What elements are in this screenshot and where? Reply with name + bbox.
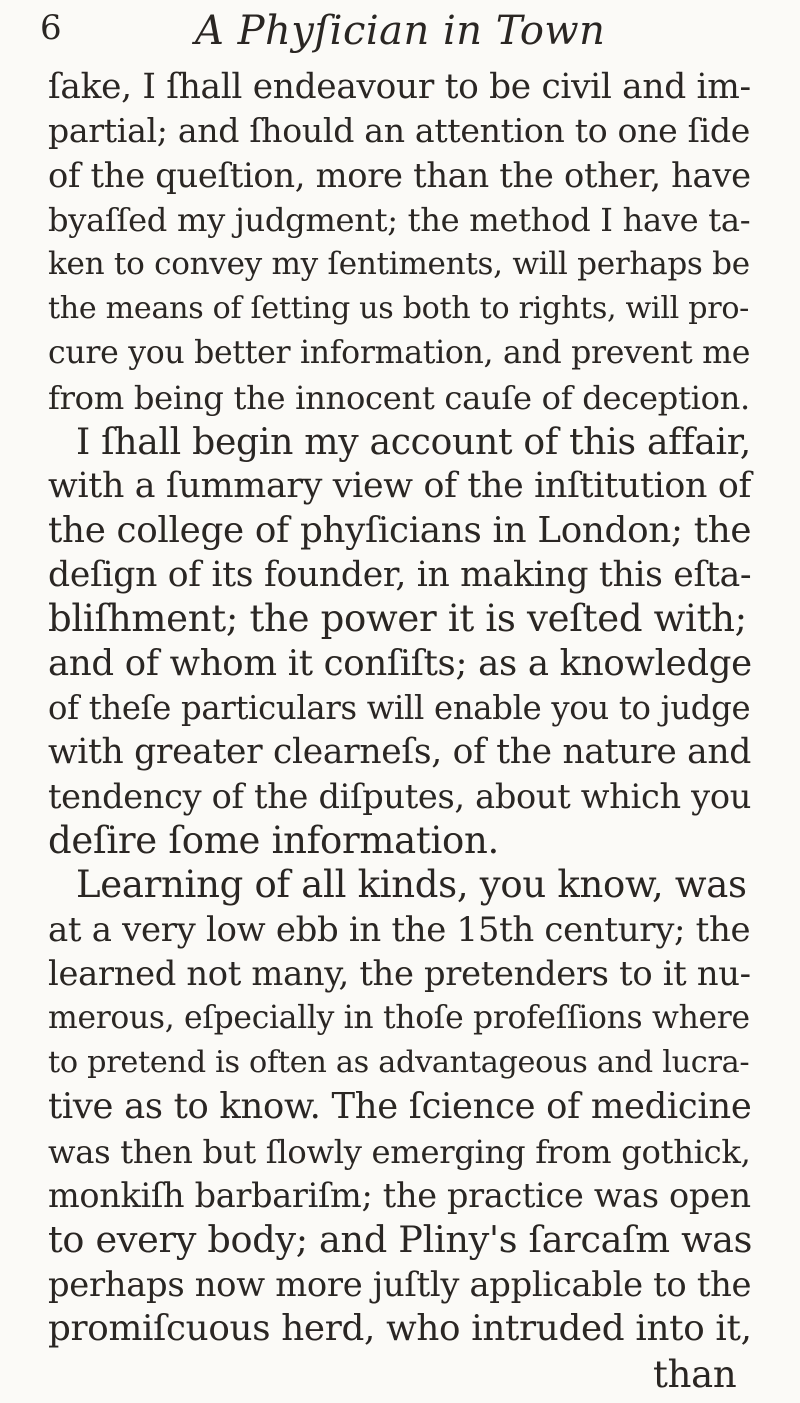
text-line: cure you better information, and prevent me — [48, 335, 751, 371]
text-line: deſire ſome information. — [48, 819, 500, 862]
text-line: of theſe particulars will enable you to judge — [48, 689, 751, 727]
text-line: to every body; and Pliny's ſarcaſm was — [48, 1218, 753, 1261]
text-line: ſake, I ſhall endeavour to be civil and im- — [48, 67, 751, 107]
text-line: bliſhment; the power it is veſted with; — [48, 597, 747, 640]
text-line: merous, eſpecially in thoſe profeſſions where — [48, 1000, 750, 1036]
paragraph-start-line: I ſhall begin my account of this affair, — [76, 420, 751, 463]
text-line: partial; and ſhould an attention to one ſide — [48, 111, 751, 150]
text-line: the means of ſetting us both to rights, will pro- — [48, 291, 750, 326]
text-line: from being the innocent cauſe of deception. — [48, 379, 750, 417]
text-line: of the queſtion, more than the other, have — [48, 156, 751, 195]
text-line: perhaps now more juſtly applicable to the — [48, 1265, 752, 1304]
text-line: with greater clearneſs, of the nature and — [48, 732, 752, 772]
text-line: promiſcuous herd, who intruded into it, — [48, 1308, 752, 1349]
text-line: byaſſed my judgment; the method I have ta- — [48, 201, 751, 239]
text-line: tive as to know. The ſcience of medicine — [48, 1086, 752, 1127]
text-line: at a very low ebb in the 15th century; the — [48, 910, 751, 949]
page-header — [40, 8, 740, 68]
catchword: than — [653, 1353, 737, 1396]
running-title: A Phyſician in Town — [195, 8, 606, 54]
text-line: tendency of the diſputes, about which you — [48, 777, 752, 816]
text-line: the college of phyſicians in London; the — [48, 510, 752, 551]
text-line: learned not many, the pretenders to it nu- — [48, 954, 751, 993]
text-line: with a ſummary view of the inſtitution of — [48, 466, 752, 506]
text-line: was then but ſlowly emerging from gothick, — [48, 1133, 751, 1171]
text-line: ken to convey my ſentiments, will perhaps be — [48, 246, 750, 282]
text-line: and of whom it conſiſts; as a knowledge — [48, 643, 752, 684]
text-line: monkiſh barbariſm; the practice was open — [48, 1176, 751, 1215]
paragraph-start-line: Learning of all kinds, you know, was — [76, 863, 747, 906]
page-number: 6 — [40, 8, 62, 48]
text-line: deſign of its founder, in making this eſta- — [48, 555, 752, 595]
text-line: to pretend is often as advantageous and lucra- — [48, 1045, 750, 1080]
